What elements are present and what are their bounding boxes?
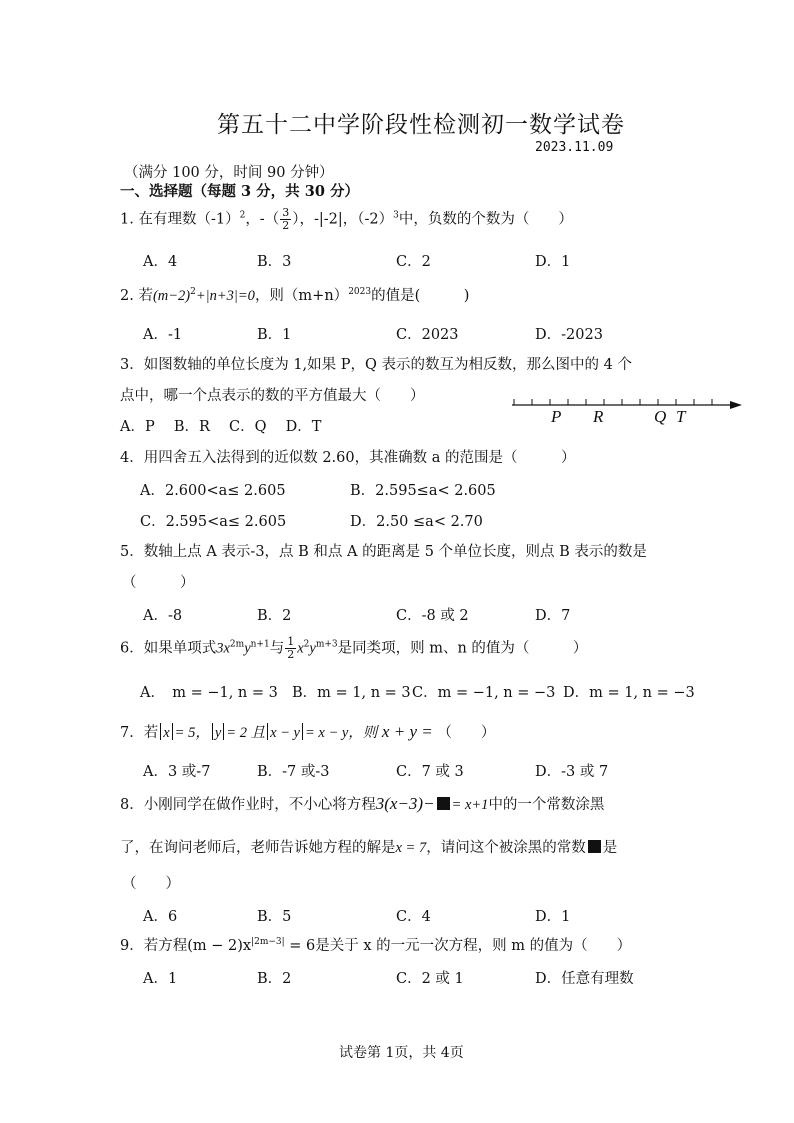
- page-title: 第五十二中学阶段性检测初一数学试卷: [217, 112, 625, 138]
- q4-option-c: C．2.595<a≤ 2.605: [140, 514, 287, 530]
- q9-option-d: D．任意有理数: [535, 971, 634, 987]
- question-7: 7．若 x = 5， y = 2 且 x − y = x − y，则 x + y = （ ）: [120, 722, 496, 741]
- fraction: $\frac{3}{2}$: [282, 206, 290, 232]
- q4-option-b: B．2.595≤a< 2.605: [350, 483, 496, 499]
- q1-option-b: B．3: [257, 254, 292, 270]
- q5-option-a: A．-8: [143, 608, 183, 624]
- q6-option-b: B．m = 1, n = 3: [292, 685, 411, 701]
- point-q-label: Q: [654, 407, 667, 426]
- point-r-label: R: [593, 407, 604, 426]
- number-line: [508, 393, 744, 427]
- q8-option-c: C．4: [396, 909, 431, 925]
- q7-option-a: A．3 或-7: [143, 764, 211, 780]
- question-5-line-1: 5．数轴上点 A 表示-3，点 B 和点 A 的距离是 5 个单位长度，则点 B 表示的数是: [120, 544, 647, 560]
- q6-option-c: C．m = −1, n = −3: [412, 685, 556, 701]
- question-4: 4．用四舍五入法得到的近似数 2.60，其准确数 a 的范围是（ ）: [120, 450, 576, 466]
- blackened-constant: [588, 840, 601, 853]
- q9-option-b: B．2: [257, 971, 292, 987]
- fraction: $\frac{1}{2}$: [287, 635, 295, 661]
- q1-option-c: C．2: [396, 254, 431, 270]
- q5-option-b: B．2: [257, 608, 292, 624]
- q1-option-d: D．1: [535, 254, 571, 270]
- q4-option-d: D．2.50 ≤a< 2.70: [350, 514, 483, 530]
- q6-option-a: A． m = −1, n = 3: [140, 685, 278, 701]
- point-p-label: P: [551, 407, 562, 426]
- question-3-line-1: 3．如图数轴的单位长度为 1,如果 P，Q 表示的数互为相反数，那么图中的 4 个: [120, 357, 632, 373]
- q6-option-d: D．m = 1, n = −3: [563, 685, 695, 701]
- q7-option-b: B．-7 或-3: [257, 764, 330, 780]
- q8-option-d: D．1: [535, 909, 571, 925]
- question-9: 9．若方程$(m - 2)x^{|2m-3|} = 6$是关于 x 的一元一次方程，则 m 的值为（ ）: [120, 937, 632, 954]
- q7-option-c: C．7 或 3: [396, 764, 464, 780]
- blackened-constant: [437, 797, 450, 810]
- q9-option-c: C．2 或 1: [396, 971, 464, 987]
- q9-option-a: A．1: [143, 971, 178, 987]
- section-heading: 一、选择题（每题 3 分，共 30 分）: [120, 183, 359, 200]
- question-5-line-2: （ ）: [122, 575, 195, 591]
- q7-option-d: D．-3 或 7: [535, 764, 609, 780]
- q2-option-c: C．2023: [396, 327, 459, 343]
- q2-option-b: B．1: [257, 327, 292, 343]
- q8-option-b: B．5: [257, 909, 292, 925]
- exam-info: （满分 100 分，时间 90 分钟）: [124, 165, 334, 181]
- question-6: 6．如果单项式$3x^{2m}y^{n+1}$与 $\frac{1}{2}$ $x^2y^{m+3}$是同类项，则 m、n 的值为（ ）: [120, 635, 588, 661]
- question-3-line-2: 点中，哪一个点表示的数的平方值最大（ ）: [120, 388, 425, 404]
- q5-option-d: D．7: [535, 608, 571, 624]
- point-t-label: T: [676, 407, 686, 426]
- q3-options: A．P B．R C．Q D．T: [120, 419, 322, 435]
- q2-option-a: A．-1: [143, 327, 183, 343]
- q4-option-a: A．2.600<a≤ 2.605: [140, 483, 286, 499]
- q8-option-a: A．6: [143, 909, 178, 925]
- question-8-line-3: （ ）: [122, 876, 180, 892]
- question-1: 1. 在有理数$(-1)^2$，-（ $\frac{3}{2}$ ），-|-2|，$(-2)^3$中，负数的个数为（ ）: [120, 206, 573, 232]
- question-2: 2. 若$(m-2)^2+|n+3|=0$，则$(m+n)^{2023}$的值是( ): [120, 287, 470, 304]
- question-8-line-1: 8．小刚同学在做作业时，不小心将方程3(x−3)− = x+1中的一个常数涂黑: [120, 794, 605, 813]
- q1-option-a: A．4: [143, 254, 178, 270]
- q2-option-d: D．-2023: [535, 327, 603, 343]
- question-8-line-2: 了，在询问老师后，老师告诉她方程的解是x = 7，请问这个被涂黑的常数 是: [120, 840, 618, 856]
- exam-date: 2023.11.09: [535, 140, 614, 155]
- q5-option-c: C．-8 或 2: [396, 608, 469, 624]
- page-footer: 试卷第 1页，共 4页: [339, 1045, 464, 1061]
